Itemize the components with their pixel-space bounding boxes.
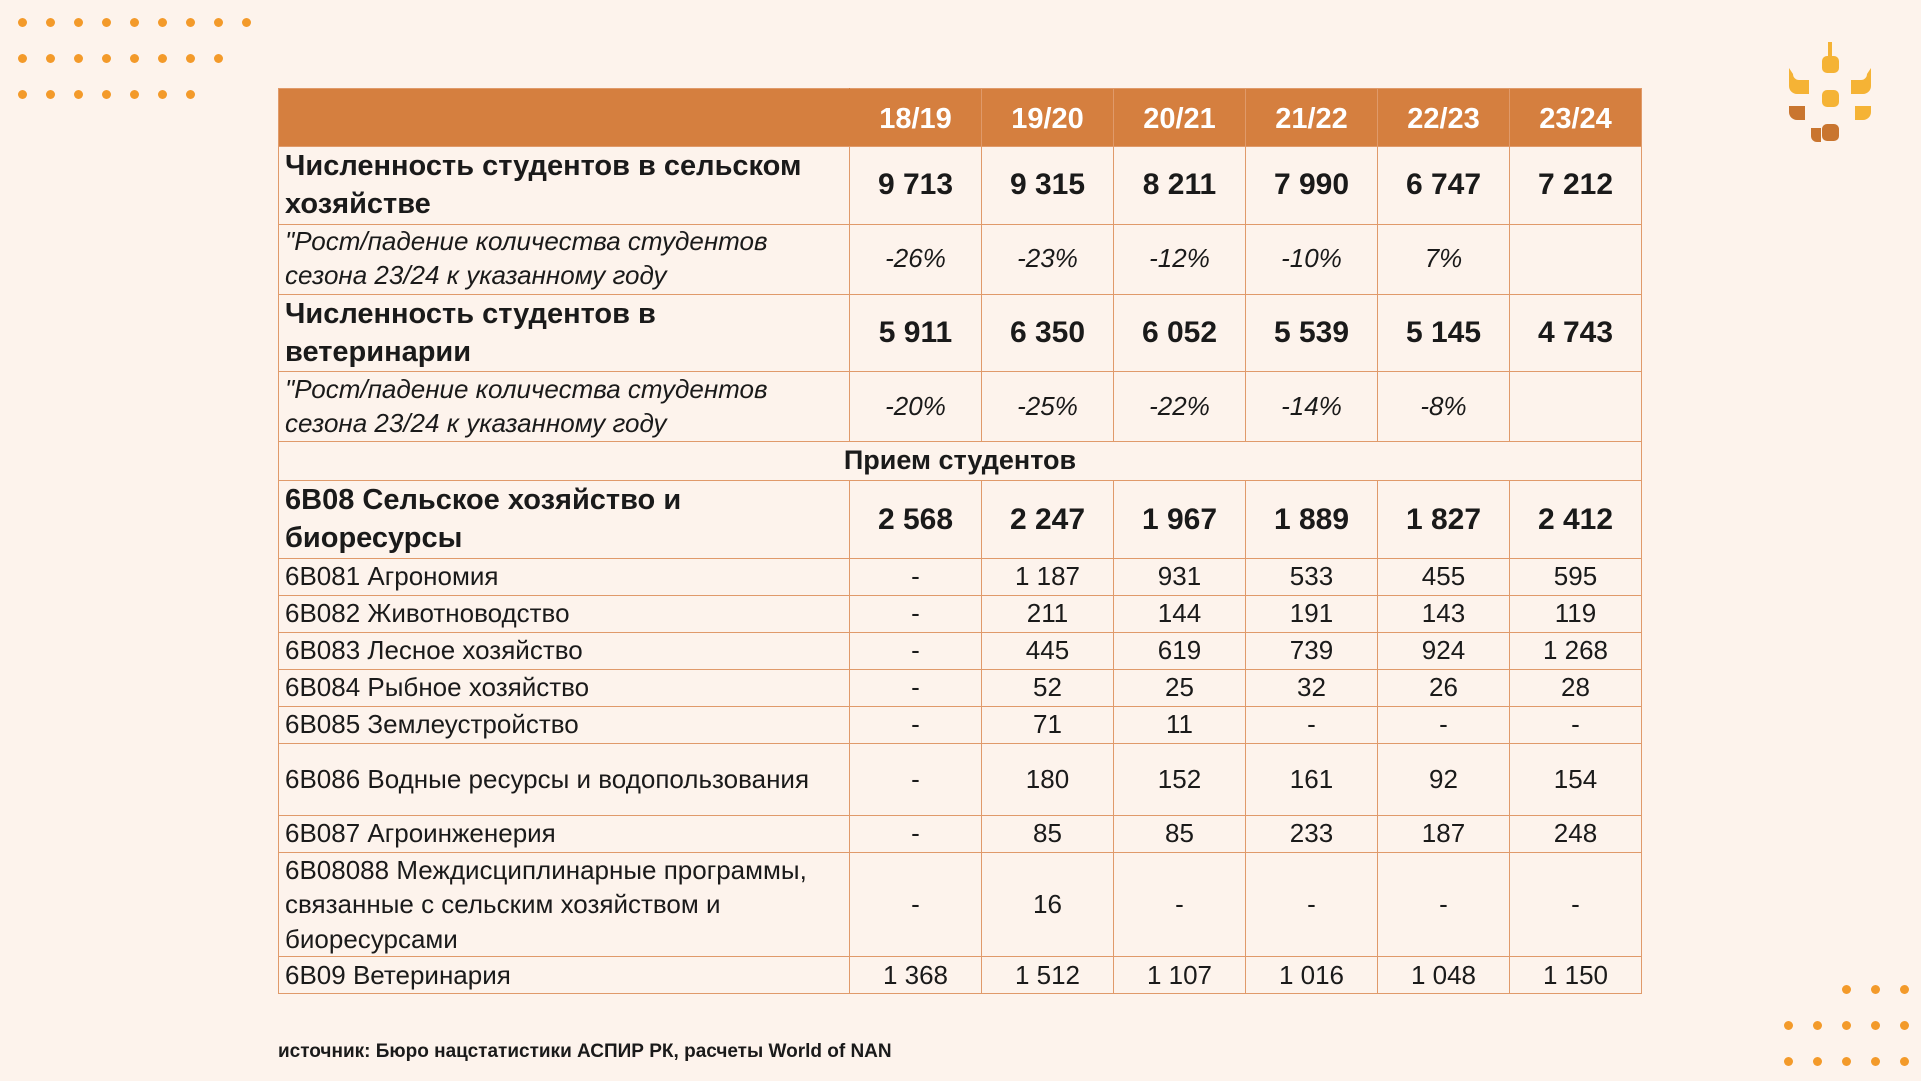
cell-value: 1 268 <box>1510 632 1642 669</box>
cell-value: 26 <box>1378 669 1510 706</box>
cell-value: 1 512 <box>982 957 1114 994</box>
cell-value: -26% <box>850 224 982 294</box>
cell-value: - <box>1114 852 1246 957</box>
cell-value: - <box>850 815 982 852</box>
header-row <box>279 89 1642 147</box>
cell-value: 180 <box>982 743 1114 815</box>
cell-value: 2 412 <box>1510 481 1642 559</box>
cell-value <box>1510 372 1642 442</box>
header-year: 19/20 <box>982 89 1114 147</box>
header-year: 22/23 <box>1378 89 1510 147</box>
cell-value: 85 <box>982 815 1114 852</box>
cell-value: - <box>850 558 982 595</box>
cell-value: 1 016 <box>1246 957 1378 994</box>
row-6b09 <box>279 957 1642 994</box>
cell-value: 7 990 <box>1246 147 1378 225</box>
row-6b08 <box>279 481 1642 559</box>
cell-value: 152 <box>1114 743 1246 815</box>
cell-value: 4 743 <box>1510 294 1642 372</box>
row-label: 6B082 Животноводство <box>279 595 850 632</box>
cell-value: 25 <box>1114 669 1246 706</box>
cell-value: 1 368 <box>850 957 982 994</box>
cell-value: - <box>1510 706 1642 743</box>
students-table <box>278 88 1642 994</box>
cell-value: 1 150 <box>1510 957 1642 994</box>
section-title: Прием студентов <box>279 442 1642 481</box>
cell-value: 6 350 <box>982 294 1114 372</box>
row-label: 6B09 Ветеринария <box>279 957 850 994</box>
cell-value: 161 <box>1246 743 1378 815</box>
cell-value: 85 <box>1114 815 1246 852</box>
cell-value: 11 <box>1114 706 1246 743</box>
cell-value: 6 052 <box>1114 294 1246 372</box>
cell-value: 248 <box>1510 815 1642 852</box>
row-vet-students <box>279 294 1642 372</box>
cell-value: 2 568 <box>850 481 982 559</box>
cell-value: 119 <box>1510 595 1642 632</box>
students-table-container <box>278 88 1642 994</box>
source-note: источник: Бюро нацстатистики АСПИР РК, расчеты World of NAN <box>278 1041 892 1062</box>
cell-value: 9 315 <box>982 147 1114 225</box>
wheat-logo-icon <box>1785 42 1875 172</box>
cell-value: 143 <box>1378 595 1510 632</box>
row-label: Численность студентов в сельском хозяйстве <box>279 147 850 225</box>
row-label: 6B083 Лесное хозяйство <box>279 632 850 669</box>
cell-value: - <box>850 852 982 957</box>
header-year: 18/19 <box>850 89 982 147</box>
cell-value: -8% <box>1378 372 1510 442</box>
cell-value: -12% <box>1114 224 1246 294</box>
section-header-row <box>279 442 1642 481</box>
decorative-dots-bottom-right <box>1784 985 1909 1066</box>
cell-value: 445 <box>982 632 1114 669</box>
row-label: Численность студентов в ветеринарии <box>279 294 850 372</box>
decorative-dots-top-left <box>18 18 251 99</box>
row-6b084 <box>279 669 1642 706</box>
cell-value: - <box>850 632 982 669</box>
header-corner <box>279 89 850 147</box>
cell-value: 187 <box>1378 815 1510 852</box>
cell-value: - <box>1246 706 1378 743</box>
cell-value: 739 <box>1246 632 1378 669</box>
row-6b085 <box>279 706 1642 743</box>
cell-value: 211 <box>982 595 1114 632</box>
cell-value: -22% <box>1114 372 1246 442</box>
cell-value: 533 <box>1246 558 1378 595</box>
cell-value: 16 <box>982 852 1114 957</box>
cell-value: 7% <box>1378 224 1510 294</box>
cell-value: 1 107 <box>1114 957 1246 994</box>
cell-value: 1 187 <box>982 558 1114 595</box>
row-agri-change <box>279 224 1642 294</box>
cell-value: 5 145 <box>1378 294 1510 372</box>
cell-value: - <box>1246 852 1378 957</box>
cell-value: - <box>850 743 982 815</box>
cell-value: 1 048 <box>1378 957 1510 994</box>
cell-value: 595 <box>1510 558 1642 595</box>
row-6b086 <box>279 743 1642 815</box>
cell-value: 71 <box>982 706 1114 743</box>
cell-value: 5 539 <box>1246 294 1378 372</box>
cell-value: 1 967 <box>1114 481 1246 559</box>
cell-value: 92 <box>1378 743 1510 815</box>
cell-value: 28 <box>1510 669 1642 706</box>
cell-value: 619 <box>1114 632 1246 669</box>
cell-value: 455 <box>1378 558 1510 595</box>
row-6b082 <box>279 595 1642 632</box>
row-6b083 <box>279 632 1642 669</box>
row-label: "Рост/падение количества студентов сезона 23/24 к указанному году <box>279 372 850 442</box>
row-agri-students <box>279 147 1642 225</box>
row-label: "Рост/падение количества студентов сезона 23/24 к указанному году <box>279 224 850 294</box>
cell-value: 191 <box>1246 595 1378 632</box>
row-label: 6B087 Агроинженерия <box>279 815 850 852</box>
cell-value: -10% <box>1246 224 1378 294</box>
cell-value: 6 747 <box>1378 147 1510 225</box>
row-6b087 <box>279 815 1642 852</box>
cell-value: 924 <box>1378 632 1510 669</box>
cell-value: -25% <box>982 372 1114 442</box>
row-label: 6B08088 Междисциплинарные программы, связанные с сельским хозяйством и биоресурсами <box>279 852 850 957</box>
cell-value: 154 <box>1510 743 1642 815</box>
cell-value: -23% <box>982 224 1114 294</box>
row-label: 6B085 Землеустройство <box>279 706 850 743</box>
cell-value: - <box>850 706 982 743</box>
header-year: 20/21 <box>1114 89 1246 147</box>
row-6b081 <box>279 558 1642 595</box>
cell-value: 1 889 <box>1246 481 1378 559</box>
cell-value: 32 <box>1246 669 1378 706</box>
cell-value: -20% <box>850 372 982 442</box>
cell-value: 8 211 <box>1114 147 1246 225</box>
cell-value: - <box>1510 852 1642 957</box>
cell-value: 9 713 <box>850 147 982 225</box>
header-year: 23/24 <box>1510 89 1642 147</box>
cell-value: 52 <box>982 669 1114 706</box>
cell-value: 7 212 <box>1510 147 1642 225</box>
row-label: 6B08 Сельское хозяйство и биоресурсы <box>279 481 850 559</box>
row-label: 6B084 Рыбное хозяйство <box>279 669 850 706</box>
row-vet-change <box>279 372 1642 442</box>
cell-value <box>1510 224 1642 294</box>
cell-value: 931 <box>1114 558 1246 595</box>
row-6b08088 <box>279 852 1642 957</box>
cell-value: 1 827 <box>1378 481 1510 559</box>
row-label: 6B081 Агрономия <box>279 558 850 595</box>
cell-value: 2 247 <box>982 481 1114 559</box>
cell-value: 144 <box>1114 595 1246 632</box>
header-year: 21/22 <box>1246 89 1378 147</box>
cell-value: - <box>850 669 982 706</box>
cell-value: - <box>850 595 982 632</box>
cell-value: 233 <box>1246 815 1378 852</box>
cell-value: 5 911 <box>850 294 982 372</box>
cell-value: - <box>1378 852 1510 957</box>
cell-value: -14% <box>1246 372 1378 442</box>
row-label: 6B086 Водные ресурсы и водопользования <box>279 743 850 815</box>
cell-value: - <box>1378 706 1510 743</box>
